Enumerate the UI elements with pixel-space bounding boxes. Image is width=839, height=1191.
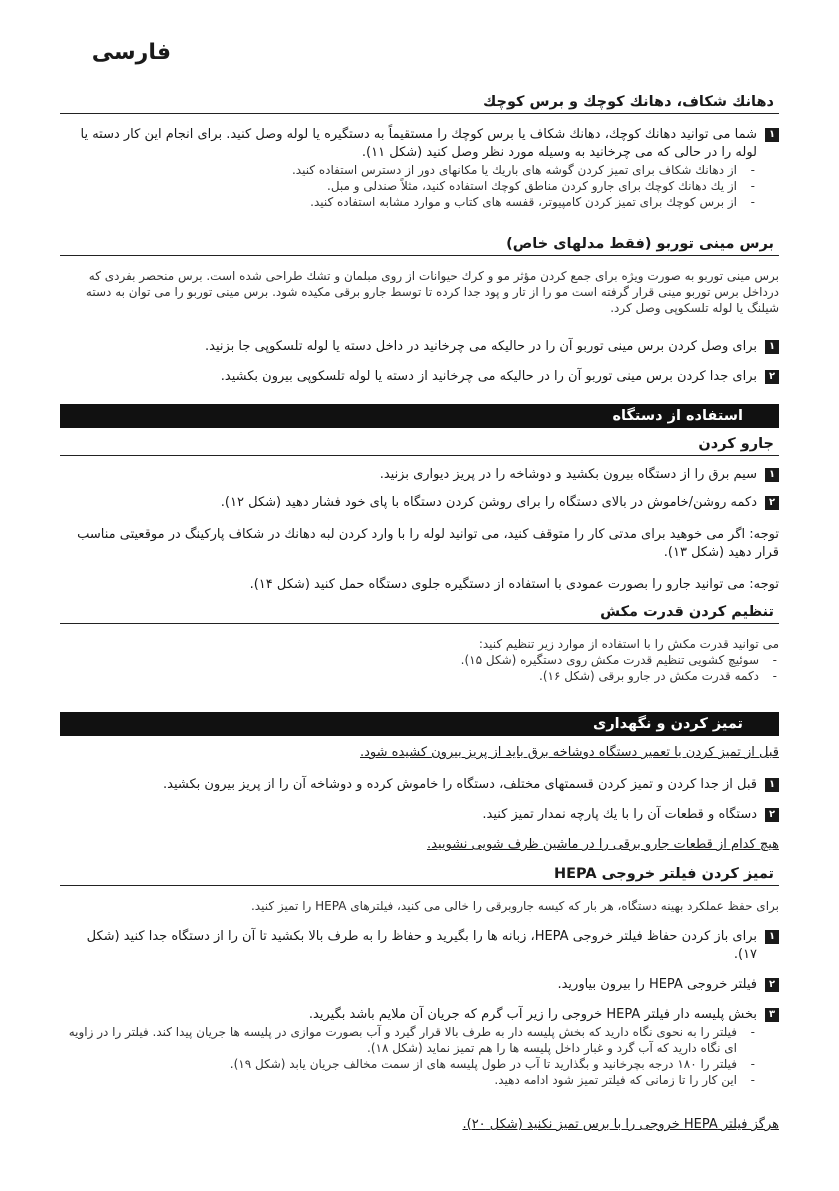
language-title: فارسی: [91, 40, 171, 65]
step-item: [60, 776, 779, 794]
step-number: ۲: [765, 808, 779, 822]
section-crevice-tools: [60, 94, 779, 114]
paragraph: می توانید قدرت مكش را با استفاده از موارد زیر تنظیم كنید:: [478, 637, 779, 651]
section-heading: برس مینی توربو (فقط مدلهای خاص): [60, 236, 779, 256]
section-suction-power: [60, 604, 779, 624]
step-number: ۱: [765, 930, 779, 944]
step-text: بخش پلیسه دار فیلتر HEPA خروجی را زیر آب گرم كه جریان آن ملایم باشد بگیرید.: [308, 1007, 757, 1022]
list-item: - این كار را تا زمانی كه فیلتر تمیز شود ادامه دهید.: [60, 1072, 737, 1088]
step-block: [60, 466, 779, 484]
step-number: ۲: [765, 978, 779, 992]
step-number: ۱: [765, 468, 779, 482]
step-block: [60, 776, 779, 794]
step-text: شما می توانید دهانك كوچك، دهانك شكاف یا برس كوچك را مستقیماً به دستگیره یا لوله وصل كنید. برای انجام این كار دسته یا لوله را در حالی كه می چرخانید به وسیله مورد نظر وصل كنید (شكل ۱۱).: [80, 127, 757, 160]
section-heading: دهانك شكاف، دهانك كوچك و برس كوچك: [60, 94, 779, 114]
step-number: ۲: [765, 370, 779, 384]
paragraph-block: [60, 636, 779, 684]
chapter-band: استفاده از دستگاه: [60, 404, 779, 428]
step-text: سیم برق را از دستگاه بیرون بكشید و دوشاخه را در پریز دیواری بزنید.: [379, 467, 757, 482]
step-item: [60, 466, 779, 484]
section-mini-turbo: [60, 236, 779, 256]
bullet-list: [60, 1024, 757, 1088]
step-text: برای باز كردن حفاظ فیلتر خروجی HEPA، زبانه ها را بگیرید و حفاظ را به طرف بالا بكشید تا آن را از دستگاه جدا كنید (شكل ۱۷).: [86, 929, 757, 962]
step-item: [60, 126, 779, 162]
step-block: [60, 976, 779, 994]
step-text: دستگاه و قطعات آن را با یك پارچه نمدار تمیز كنید.: [482, 807, 757, 822]
step-number: ۳: [765, 1008, 779, 1022]
list-item: - از یك دهانك كوچك برای جارو كردن مناطق كوچك استفاده كنید، مثلاً صندلی و مبل.: [60, 178, 737, 194]
section-heading: جارو كردن: [60, 436, 779, 456]
section-heading: تمیز كردن فیلتر خروجی HEPA: [60, 866, 779, 886]
step-item: [60, 976, 779, 994]
step-text: برای جدا كردن برس مینی توربو آن را در حالیكه می چرخانید از دسته یا لوله تلسكوپی بیرون بكشید.: [220, 369, 757, 384]
step-text: برای وصل كردن برس مینی توربو آن را در حالیكه می چرخانید در داخل دسته یا لوله تلسكوپی جا بزنید.: [205, 339, 757, 354]
step-block: [60, 806, 779, 824]
list-item: - دكمه قدرت مكش در جارو برقی (شكل ۱۶).: [60, 668, 759, 684]
chapter-band: تمیز كردن و نگهداری: [60, 712, 779, 736]
step-item: [60, 494, 779, 512]
step-number: ۱: [765, 128, 779, 142]
bullet-list: [60, 652, 779, 684]
paragraph: برای حفظ عملكرد بهینه دستگاه، هر بار كه كیسه جاروبرقی را خالی می كنید، فیلترهای HEPA را تمیز كنید.: [250, 899, 779, 913]
step-block: [60, 126, 779, 210]
step-item: [60, 928, 779, 964]
warning-text: هرگز فیلتر HEPA خروجی را با برس تمیز نكنید (شكل ۲۰).: [462, 1117, 779, 1132]
step-block: [60, 368, 779, 386]
section-vacuuming: [60, 436, 779, 456]
warning-text: قبل از تمیز كردن یا تعمیر دستگاه دوشاخه برق باید از پریز بیرون كشیده شود.: [360, 745, 779, 760]
list-item: - فیلتر را به نحوی نگاه دارید كه بخش پلیسه دار به طرف بالا قرار گیرد و آب بصورت موازی در پلیسه ها جریان پیدا كند. فیلتر را در زاویه ای نگاه دارید كه آب گرد و غبار داخل پلیسه ها را هم تمیز نماید (شكل ۱۸).: [60, 1024, 737, 1056]
list-item: - سوئیچ كشویی تنظیم قدرت مكش روی دستگیره (شكل ۱۵).: [60, 652, 759, 668]
step-text: دكمه روشن/خاموش در بالای دستگاه را برای روشن كردن دستگاه با پای خود فشار دهید (شكل ۱۲).: [220, 495, 757, 510]
list-item: - از دهانك شكاف برای تمیز كردن گوشه های باریك یا مكانهای دور از دسترس استفاده كنید.: [60, 162, 737, 178]
step-block: [60, 1006, 779, 1088]
step-item: [60, 1006, 779, 1024]
bullet-list: [60, 162, 757, 210]
step-item: [60, 368, 779, 386]
step-block: [60, 494, 779, 512]
note-text: توجه: می توانید جارو را بصورت عمودی با استفاده از دستگیره جلوی دستگاه حمل كنید (شكل ۱۴).: [249, 577, 779, 592]
step-number: ۱: [765, 340, 779, 354]
step-text: قبل از جدا كردن و تمیز كردن قسمتهای مختلف، دستگاه را خاموش كرده و دوشاخه آن را از پریز بیرون بكشید.: [163, 777, 757, 792]
list-item: - فیلتر را ۱۸۰ درجه بچرخانید و بگذارید تا آب در طول پلیسه های از سمت مخالف جریان یابد (شكل ۱۹).: [60, 1056, 737, 1072]
warning-text: هیچ كدام از قطعات جارو برقی را در ماشین ظرف شویی نشویید.: [426, 837, 779, 852]
step-number: ۱: [765, 778, 779, 792]
step-text: فیلتر خروجی HEPA را بیرون بیاورید.: [557, 977, 757, 992]
step-item: [60, 806, 779, 824]
step-item: [60, 338, 779, 356]
step-block: [60, 928, 779, 964]
step-block: [60, 338, 779, 356]
section-hepa-filter: [60, 866, 779, 886]
step-number: ۲: [765, 496, 779, 510]
section-heading: تنظیم كردن قدرت مكش: [60, 604, 779, 624]
paragraph: برس مینی توربو به صورت ویژه برای جمع كردن مؤثر مو و كرك حیوانات از روی مبلمان و تشك طراحی شده است. برس منحصر بفردی كه درداخل برس توربو مینی قرار گرفته است مو را از تار و پود جدا كرده تا توسط جارو برقی مكیده شود. برس مینی توربو را می توان به دسته شیلنگ یا لوله تلسكوپی وصل كرد.: [85, 269, 779, 315]
note-text: توجه: اگر می خوهید برای مدتی كار را متوقف كنید، می توانید لوله را با وارد كردن لبه دهانك در شكاف پاركینگ در موقعیتی مناسب قرار دهید (شكل ۱۳).: [77, 527, 779, 560]
list-item: - از برس كوچك برای تمیز كردن كامپیوتر، قفسه های كتاب و موارد مشابه استفاده كنید.: [60, 194, 737, 210]
